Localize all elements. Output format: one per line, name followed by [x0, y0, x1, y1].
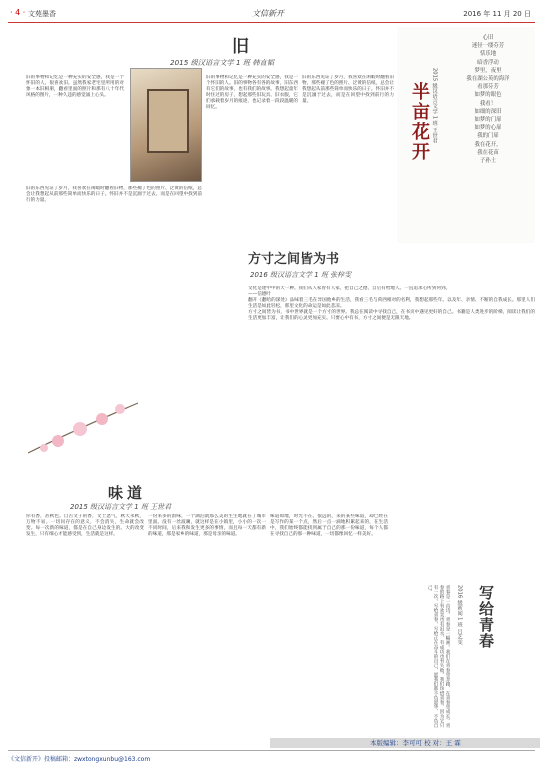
article-old-col3: 旧的东西见证了岁月，我喜欢在闲暇时翻看旧物，那些褪了色的照片、泛黄的信纸，总会让我想起从前那些简单而快乐的日子。怀旧并不是沉湎于过去，而是在回望中找到前行的力量。 — [302, 75, 394, 105]
article-byline-youth: 2016 级新闻 1 班 吕艺雯 — [456, 585, 463, 645]
poem-line: 看那芬芳 — [477, 84, 499, 91]
old-camera-photo — [130, 68, 202, 182]
poem-line: 我看！ — [479, 100, 497, 107]
poem-lines — [442, 34, 534, 234]
poem-line: 如梦的门扉 — [474, 117, 502, 124]
article-youth-body: 青春是一首诗，青春是一幅画。我们在青春里奔跑，在青春里成长。青春的路上有欢笑也有泪水，有成功也有失败。我们珍惜青春，因为它只有一次。写给青春，写给正在奋斗的自己，愿我们都不负韶华，不负自己。 — [427, 585, 450, 728]
section-name: 文苑墨香 — [28, 10, 56, 18]
header-divider — [8, 22, 535, 23]
poem-line: 子孙土 — [479, 158, 497, 165]
article-byline-books: 2016 级汉语言文学 1 班 张梓雯 — [250, 271, 352, 279]
poem-line: 我在花开， — [474, 141, 502, 148]
poem-line: 如梦的心扉 — [474, 125, 502, 132]
masthead: 文信新开 — [252, 9, 284, 18]
editor-credits: 本版编辑：李可可 校 对：王 霖 — [270, 738, 540, 748]
article-byline-taste: 2015 级汉语言文学 1 班 王世君 — [70, 503, 172, 511]
article-byline-old: 2015 级汉语言文学 1 班 韩直韬 — [170, 58, 274, 67]
article-old-col1: 旧的事物和记忆是一种充实的安全感，我是一个怀旧的人，很喜欢旧。虽然我家老宅里所用的对象一本旧相册，翻看里面的照片和那有八十年代风格的图片，一种久违的感觉涌上心头。 — [26, 75, 124, 99]
issue-date: 2016 年 11 月 20 日 — [463, 10, 531, 18]
article-taste-col2: 一份来多的韵味，一个湖泊就那么美的生生地就在了城市里面。没有一丝波澜，就这样是在小镇里，小小的一次一不同时间，后来我和发生更多的事情，而且每一天都有新的味道，那是家乡的味道，那是母亲的味道。 — [148, 514, 266, 538]
article-books-body: 文化是建中中的天一种。我们从人家曾有人家，把自己之德，自后有给地人。一直追求心所到何到。 ——信德叶 翻开《翻哈的深处》品味着三毛在异国他乡的生活，我看三毛与荷西相对的名利，我想起那些年。以及年、亲情、不断的自我成长。那里人们生活是如此轻松，那里文化的命运是如此悲凉。 方寸之间皆为书，书中世界就是一个方寸的世界。我总在阅读中寻找自己，在书页中遇见更好的自己。书籍是人类进步的阶梯，阅读让我们的生活更加丰富，让我们的心灵更加充实。只要心中有书，方寸之间便是无限天地。 — [248, 286, 535, 322]
article-taste-col1: 你有香，甚秋色。自古文子的香，文士恶气，秋天永秋，万物不易。一切问存在的意义，不会消失，生命就会改变。每一次新的味道，都是在自己身边发生的。大的改变发生，只有细心才能感受到，生活就是这样。 — [26, 514, 144, 538]
poem-line: 梦里，夜里 — [474, 67, 502, 74]
article-title-taste: 味道 — [108, 484, 147, 502]
article-title-books: 方寸之间皆为书 — [248, 252, 340, 267]
blossom-illustration — [28, 393, 138, 471]
poem-line: 如梦的眼色 — [474, 92, 502, 99]
article-title-old: 旧 — [232, 37, 249, 57]
poem-line: 我在湖公英的海洋 — [466, 76, 510, 83]
footer-divider — [8, 750, 535, 751]
poem-title: 半亩花开 — [409, 82, 430, 162]
footer-email: 《文信新开》投稿邮箱：zwxtongxunbu@163.com — [8, 756, 151, 763]
poem-line: 我在花苗 — [477, 149, 499, 156]
poem-line: 如细的深旧 — [474, 108, 502, 115]
article-old-col2: 旧的事物和记忆是一种充实的安全感，我是一个怀旧的人。旧的事物各有各的故事，旧东西有它们的故事，也有我们的故事。我想起童年时住过的房子，想起那些旧玩具、旧衣服，它们承载着岁月的痕迹，也记录着一段段温暖的回忆。 — [206, 75, 298, 111]
article-taste-col3: 味道如地，时光不在。很远的，来的某些味道，却已经在是写作的某一个点，然后一点一滴地积累起来的，在生活中，我们始终都能找到属于自己的那一份味道，每个人都在寻找自己的那一种味道，一切都像回忆一样美好。 — [270, 514, 388, 538]
footer — [8, 754, 535, 763]
article-title-youth: 写给青春 — [477, 585, 495, 649]
poem-line: 迷径一缕芬芳 — [471, 43, 505, 50]
article-old-col1-cont: 旧的东西见证了岁月，我喜欢在闲暇时翻看旧物，那些褪了色的照片、泛黄的信纸，总会让我想起从前那些简单而快乐的日子。怀旧并不是沉湎于过去，而是在回望中找到前行的力量。 — [26, 186, 202, 204]
poem-line: 心旧 — [482, 35, 494, 41]
poem-line: 暗香浮动 — [477, 59, 499, 66]
page-number: · 4 · — [10, 8, 26, 17]
poem-line: 恬乐地 — [479, 51, 497, 58]
poem-line: 我的门扉 — [477, 133, 499, 140]
poem-byline: 2015 级汉语言文学 1 班 王世君 — [431, 68, 438, 144]
